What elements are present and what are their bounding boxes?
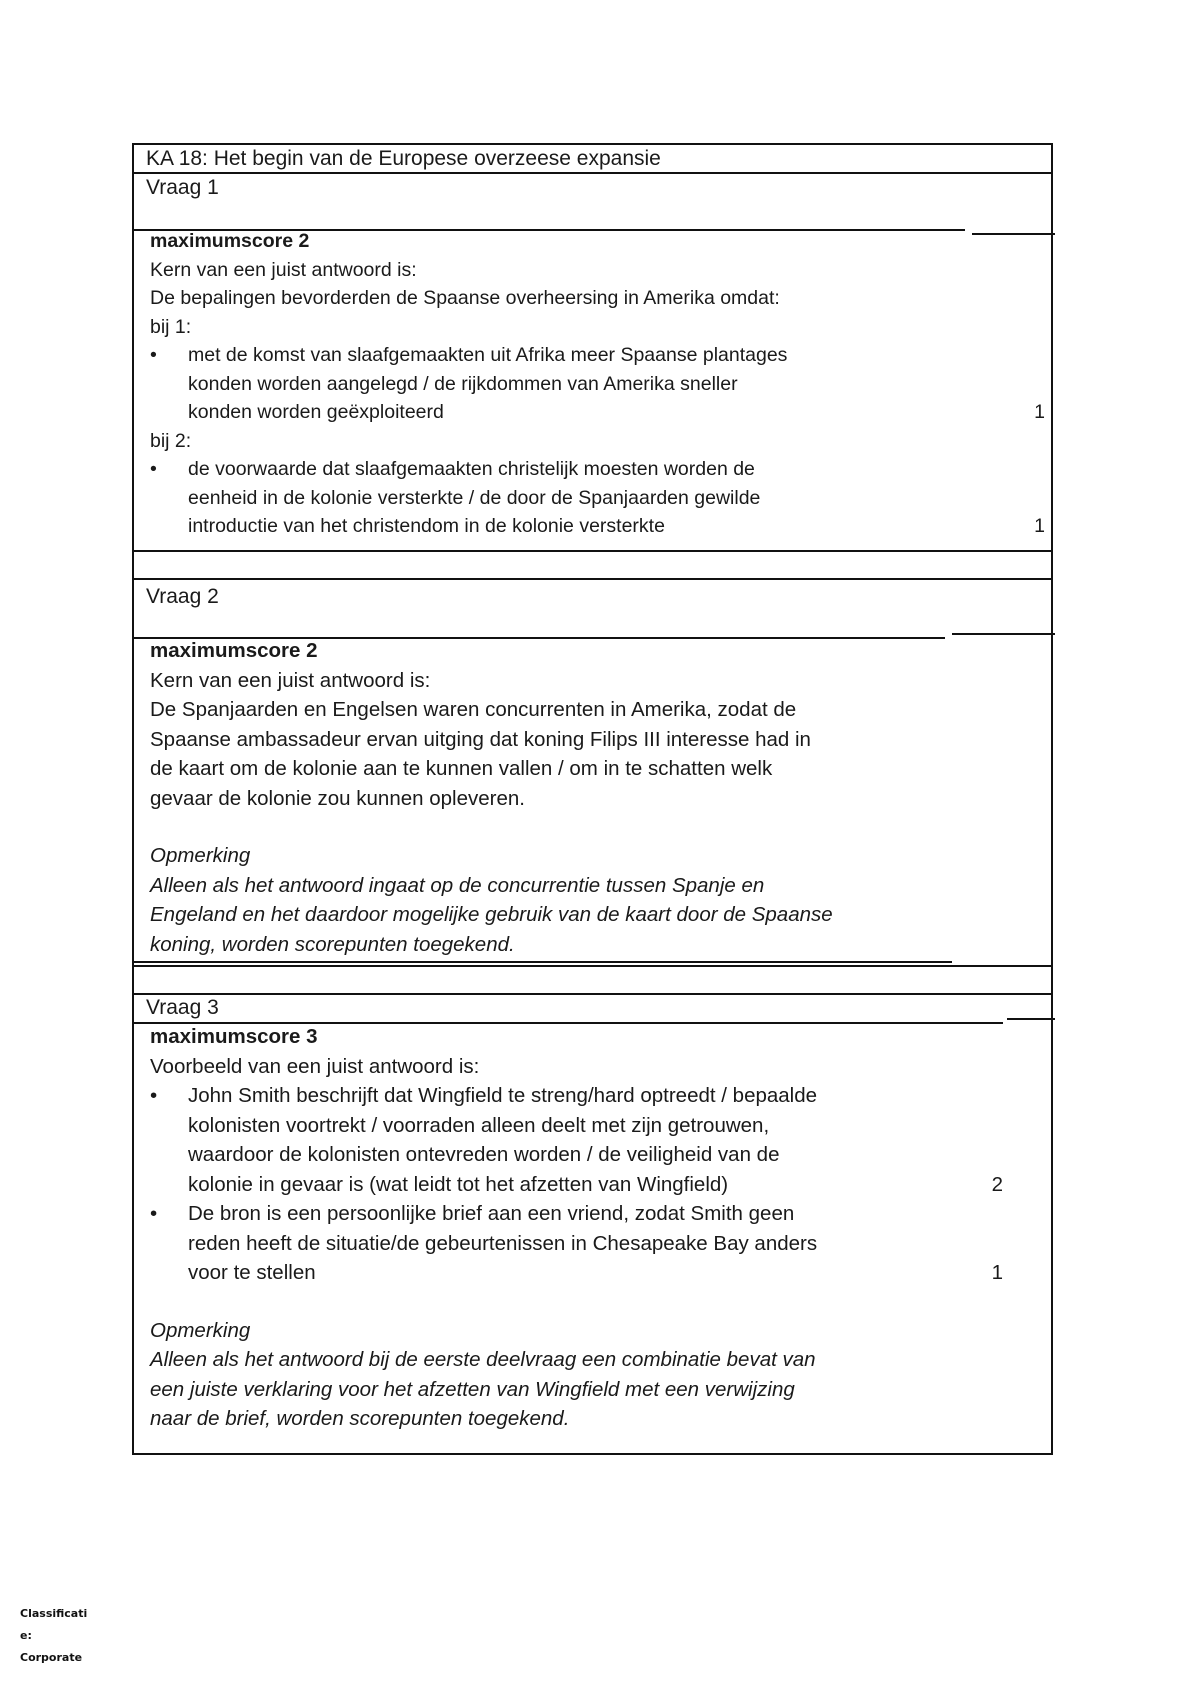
remark-title: Opmerking: [150, 1318, 251, 1342]
remark-line: Alleen als het antwoord bij de eerste deelvraag een combinatie bevat van: [150, 1348, 816, 1371]
answer-bullet: [150, 455, 1043, 541]
remark-line: Engeland en het daardoor mogelijke gebruik van de kaart door de Spaanse: [150, 903, 833, 926]
divider: [134, 172, 1051, 174]
bullet-line: De bron is een persoonlijke brief aan een vriend, zodat Smith geen: [188, 1202, 795, 1225]
bullet-line: met de komst van slaafgemaakten uit Afrika meer Spaanse plantages: [188, 344, 788, 366]
answer-bullet: [150, 341, 1043, 427]
answer-line: De Spanjaarden en Engelsen waren concurrenten in Amerika, zodat de: [150, 698, 797, 721]
answer-bullet: [150, 1199, 1043, 1288]
remark-line: Alleen als het antwoord ingaat op de concurrentie tussen Spanje en: [150, 873, 765, 897]
intro-text: Kern van een juist antwoord is:: [150, 258, 417, 281]
remark-title: Opmerking: [150, 844, 251, 867]
intro-text: Voorbeeld van een juist antwoord is:: [150, 1054, 480, 1078]
score-title: maximumscore 2: [150, 230, 310, 252]
bullet-line: de voorwaarde dat slaafgemaakten christelijk moesten worden de: [188, 458, 755, 480]
bullet-icon: •: [150, 344, 157, 366]
divider-segment: [952, 633, 1055, 635]
bullet-icon: •: [150, 1084, 158, 1107]
vraag-2-label: Vraag 2: [146, 585, 219, 608]
vraag-3-content: [150, 1022, 1043, 1434]
answer-bullet: [150, 1081, 1043, 1199]
vraag-1-label: Vraag 1: [146, 176, 219, 199]
score-title: maximumscore 2: [150, 639, 318, 662]
page-title: KA 18: Het begin van de Europese overzeese expansie: [146, 147, 661, 170]
part-label: bij 2:: [150, 429, 192, 452]
answer-line: gevaar de kolonie zou kunnen opleveren.: [150, 786, 525, 810]
score-title: maximumscore 3: [150, 1025, 318, 1048]
bullet-line: introductie van het christendom in de kolonie versterkte: [188, 515, 665, 537]
divider: [134, 965, 1051, 967]
score-value: 1: [1034, 401, 1045, 423]
vraag-3-label: Vraag 3: [146, 996, 219, 1019]
bullet-line: John Smith beschrijft dat Wingfield te streng/hard optreedt / bepaalde: [188, 1084, 818, 1107]
bullet-line: waardoor de kolonisten ontevreden worden / de veiligheid van de: [188, 1143, 780, 1166]
vraag-2-content: [150, 636, 1043, 959]
bullet-icon: •: [150, 458, 157, 480]
remark-line: naar de brief, worden scorepunten toegekend.: [150, 1407, 570, 1430]
score-value: 2: [991, 1172, 1003, 1196]
vraag-1-content: [150, 227, 1043, 541]
spacer: [150, 813, 1043, 841]
divider-segment: [1007, 1018, 1055, 1020]
bullet-line: voor te stellen: [188, 1261, 316, 1284]
bullet-line: reden heeft de situatie/de gebeurtenissen in Chesapeake Bay anders: [188, 1231, 818, 1255]
bullet-line: eenheid in de kolonie versterkte / de door de Spanjaarden gewilde: [188, 486, 761, 509]
score-value: 1: [991, 1261, 1003, 1284]
classification-line: Classificati: [20, 1607, 88, 1620]
answer-key-table: [132, 143, 1053, 1455]
bullet-line: kolonisten voortrekt / voorraden alleen deelt met zijn getrouwen,: [188, 1113, 770, 1137]
divider-segment: [134, 961, 952, 963]
intro-text: De bepalingen bevorderden de Spaanse overheersing in Amerika omdat:: [150, 287, 780, 309]
classification-line: e:: [20, 1629, 32, 1642]
bullet-line: konden worden aangelegd / de rijkdommen van Amerika sneller: [188, 372, 738, 395]
answer-line: de kaart om de kolonie aan te kunnen vallen / om in te schatten welk: [150, 757, 773, 780]
intro-text: Kern van een juist antwoord is:: [150, 668, 431, 692]
classification-line: Corporate: [20, 1651, 83, 1664]
divider: [134, 550, 1051, 552]
spacer: [150, 1288, 1043, 1316]
bullet-icon: •: [150, 1202, 158, 1225]
remark-line: een juiste verklaring voor het afzetten van Wingfield met een verwijzing: [150, 1377, 795, 1401]
bullet-line: konden worden geëxploiteerd: [188, 401, 444, 423]
divider: [134, 578, 1051, 580]
score-value: 1: [1034, 515, 1045, 537]
divider: [134, 993, 1051, 995]
part-label: bij 1:: [150, 315, 192, 338]
remark-line: koning, worden scorepunten toegekend.: [150, 932, 515, 956]
bullet-line: kolonie in gevaar is (wat leidt tot het afzetten van Wingfield): [188, 1172, 729, 1196]
answer-line: Spaanse ambassadeur ervan uitging dat koning Filips III interesse had in: [150, 727, 811, 751]
classification-label: [20, 1603, 90, 1669]
